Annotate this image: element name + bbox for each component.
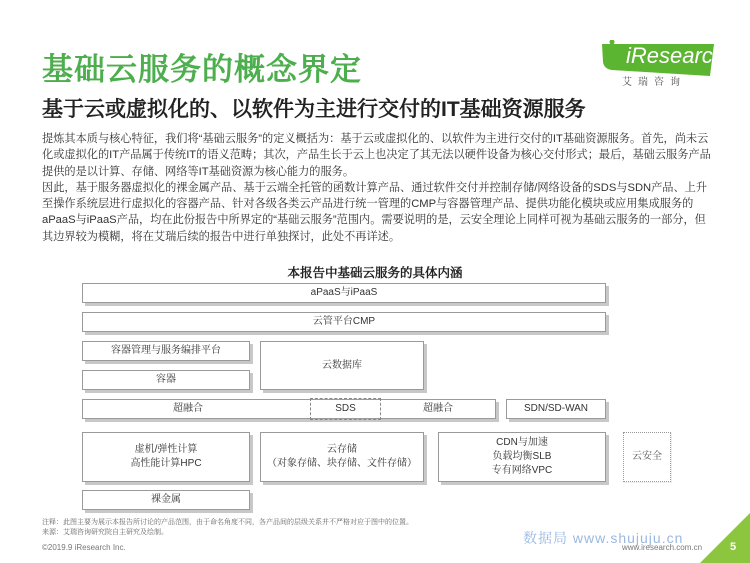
cloud-database-box: 云数据库 (260, 341, 424, 390)
page-number: 5 (730, 541, 737, 553)
storage-line-2: （对象存储、块存储、文件存储） (267, 458, 417, 469)
source-line: 来源：艾瑞咨询研究院自主研究及绘制。 (42, 529, 168, 536)
apaas-ipaas-box: aPaaS与iPaaS (82, 283, 606, 303)
network-line-2: 负载均衡SLB (492, 451, 552, 462)
cmp-box: 云管平台CMP (82, 312, 606, 332)
compute-line-2: 高性能计算HPC (130, 458, 202, 469)
network-box (438, 432, 606, 482)
hyperconverged-left-label: 超融合 (173, 403, 203, 414)
network-line-3: 专有网络VPC (491, 465, 553, 476)
cloud-storage-box (260, 432, 424, 482)
diagram-title: 本报告中基础云服务的具体内涵 (287, 266, 463, 280)
storage-line-1: 云存储 (327, 444, 357, 455)
container-mgmt-box: 容器管理与服务编排平台 (82, 341, 250, 361)
bare-metal-box: 裸金属 (82, 490, 250, 510)
logo-cn: 艾瑞咨询 (622, 77, 686, 88)
corner-triangle (700, 513, 750, 563)
footer-notes (42, 518, 413, 538)
footer-url: www.iresearch.com.cn (622, 543, 703, 552)
page-subtitle: 基于云或虚拟化的、以软件为主进行交付的IT基础资源服务 (42, 98, 586, 121)
compute-line-1: 虚机/弹性计算 (134, 444, 198, 455)
note-line: 注释：此图主要为展示本报告所讨论的产品范围，由于命名角度不同，各产品间的层级关系并不严格对应于图中的位置。 (42, 519, 413, 526)
cloud-security-box: 云安全 (623, 432, 671, 482)
sds-box: SDS (310, 398, 381, 420)
container-box: 容器 (82, 370, 250, 390)
body-text (42, 131, 717, 245)
page-title: 基础云服务的概念界定 (42, 52, 362, 87)
hyperconverged-right-label: 超融合 (423, 403, 453, 414)
paragraph-2: 因此，基于服务器虚拟化的裸金属产品、基于云端全托管的函数计算产品、通过软件交付并控制存储/网络设备的SDS与SDN产品、上升至操作系统层进行虚拟化的容器产品、针对各级各类云产品进行统一管理的CMP与容器管理产品、提供功能化模块或应用集成服务的aPaaS与iPaaS产品，均在此份报告中所界定的“基础云服务”范围内。需要说明的是，云安全理论上同样可视为基础云服务的一部分，但其边界较为模糊，将在艾瑞后续的报告中进行单独探讨，此处不再详述。 (42, 181, 708, 243)
compute-box (82, 432, 250, 482)
watermark: 数据局 www.shujuju.cn (523, 530, 684, 546)
paragraph-1: 提炼其本质与核心特征，我们将“基础云服务”的定义概括为：基于云或虚拟化的、以软件为主进行交付的IT基础资源服务。首先，尚未云化或虚拟化的IT产品属于传统IT的语义范畴；其次，产品生长于云上也决定了其无法以硬件设备为核心交付形式；最后，基础云服务产品提供的是以计算、存储、网络等IT基础资源为核心能力的服务。 (42, 133, 711, 178)
network-line-1: CDN与加速 (496, 437, 548, 448)
hyperconverged-box (82, 399, 496, 419)
logo-name: iResearch (626, 43, 726, 68)
sdn-box: SDN/SD-WAN (506, 399, 606, 419)
copyright: ©2019.9 iResearch Inc. (42, 543, 126, 552)
